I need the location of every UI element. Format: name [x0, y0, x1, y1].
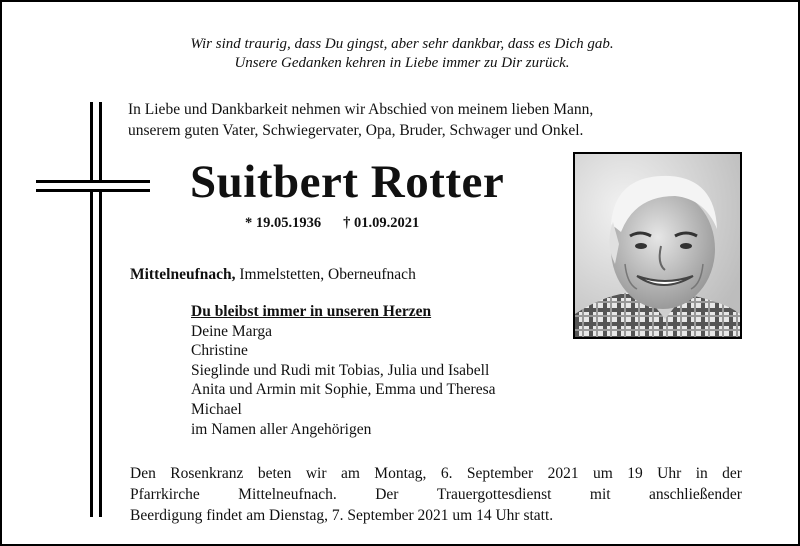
death-date: † 01.09.2021: [343, 215, 420, 231]
cross-icon: [90, 102, 102, 517]
info-word: wir: [305, 465, 327, 482]
mourner-name: Deine Marga: [191, 322, 273, 340]
mourners-list: [191, 302, 496, 439]
info-word: September: [466, 465, 534, 482]
mourners-heading: Du bleibst immer in unseren Herzen: [191, 303, 432, 320]
birth-date: * 19.05.1936: [245, 215, 322, 231]
mourner-name: im Namen aller Angehörigen: [191, 420, 372, 438]
intro-line-1: In Liebe und Dankbarkeit nehmen wir Abschied von meinem lieben Mann,: [128, 101, 594, 118]
cross-intersection: [93, 183, 99, 189]
info-word: anschließender: [649, 486, 742, 503]
info-word: Pfarrkirche: [130, 486, 200, 503]
mourner-name: Michael: [191, 400, 242, 418]
info-word: der: [722, 465, 742, 482]
info-word: in: [695, 465, 708, 482]
motto-line-2: Unsere Gedanken kehren in Liebe immer zu Dir zurück.: [234, 55, 570, 71]
info-word: beten: [257, 465, 292, 482]
info-word: Der: [375, 486, 399, 503]
service-info-line-1: [130, 463, 742, 484]
mourner-name: Sieglinde und Rudi mit Tobias, Julia und Isabell: [191, 361, 490, 379]
mourner-name: Anita und Armin mit Sophie, Emma und Theresa: [191, 381, 496, 399]
info-word: Den: [130, 465, 156, 482]
mourner-name: Christine: [191, 342, 248, 360]
info-word: am: [340, 465, 360, 482]
place-others: Immelstetten, Oberneufnach: [235, 266, 416, 283]
deceased-name: Suitbert Rotter: [190, 156, 505, 208]
motto-verse: [2, 35, 800, 73]
intro-text: [128, 99, 748, 141]
info-word: 2021: [547, 465, 579, 482]
service-info: [130, 463, 742, 526]
info-word: um: [593, 465, 613, 482]
service-info-line-2: [130, 484, 742, 505]
info-word: 19: [627, 465, 643, 482]
intro-line-2: unserem guten Vater, Schwiegervater, Opa, Bruder, Schwager und Onkel.: [128, 122, 584, 139]
places: [130, 266, 416, 284]
life-dates: [245, 215, 419, 232]
info-word: Trauergottesdienst: [436, 486, 552, 503]
motto-line-1: Wir sind traurig, dass Du gingst, aber sehr dankbar, dass es Dich gab.: [190, 36, 614, 52]
service-info-line-3: Beerdigung findet am Dienstag, 7. September 2021 um 14 Uhr statt.: [130, 507, 554, 524]
info-word: Mittelneufnach.: [238, 486, 337, 503]
portrait-photo: [573, 152, 742, 339]
info-word: Montag,: [374, 465, 427, 482]
info-word: 6.: [440, 465, 453, 482]
info-word: Rosenkranz: [170, 465, 244, 482]
place-main: Mittelneufnach,: [130, 266, 236, 283]
info-word: mit: [589, 486, 611, 503]
info-word: Uhr: [657, 465, 682, 482]
portrait-photo-icon: [575, 154, 740, 337]
